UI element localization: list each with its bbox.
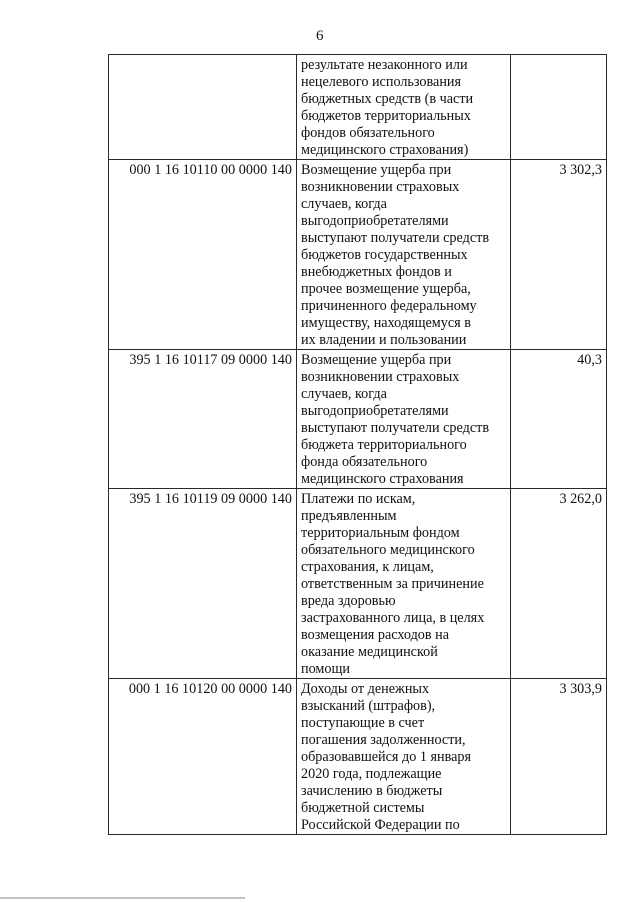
description-line: вреда здоровью [301,593,396,609]
description-line: Возмещение ущерба при [301,162,452,178]
description-line: фондов обязательного [301,125,435,141]
description-line: Возмещение ущерба при [301,352,452,368]
revenue-description [297,350,511,489]
description-line: страхования, к лицам, [301,559,434,575]
table-row [109,55,607,160]
description-line: выгодоприобретателями [301,403,449,419]
revenue-description [297,160,511,350]
description-line: выступают получатели средств [301,230,490,246]
revenue-description [297,55,511,160]
description-line: Платежи по искам, [301,491,416,507]
description-line: бюджетов государственных [301,247,468,263]
description-line: случаев, когда [301,196,387,212]
description-line: возникновении страховых [301,369,460,385]
amount-cell [511,55,607,160]
description-line: Российской Федерации по [301,817,460,833]
description-line: нецелевого использования [301,74,462,90]
description-line: бюджета территориального [301,437,467,453]
description-line: медицинского страхования) [301,142,469,158]
description-line: образовавшейся до 1 января [301,749,472,765]
budget-classification-code: 395 1 16 10117 09 0000 140 [109,350,297,489]
amount-cell: 3 262,0 [511,489,607,679]
description-line: погашения задолженности, [301,732,466,748]
table-row [109,679,607,835]
table-row [109,489,607,679]
description-line: взысканий (штрафов), [301,698,436,714]
table-body [109,55,607,835]
budget-classification-code [109,55,297,160]
description-line: Доходы от денежных [301,681,430,697]
budget-classification-code: 000 1 16 10120 00 0000 140 [109,679,297,835]
revenue-description [297,489,511,679]
description-line: помощи [301,661,351,677]
description-line: причиненного федеральному [301,298,477,314]
description-line: результате незаконного или [301,57,468,73]
description-line: поступающие в счет [301,715,425,731]
revenue-description [297,679,511,835]
description-line: внебюджетных фондов и [301,264,452,280]
scan-edge-mark [0,897,245,899]
description-line: 2020 года, подлежащие [301,766,442,782]
table-row [109,350,607,489]
budget-revenue-table [108,54,607,835]
amount-cell: 3 302,3 [511,160,607,350]
description-line: бюджетов территориальных [301,108,471,124]
description-line: оказание медицинской [301,644,438,660]
description-line: бюджетных средств (в части [301,91,474,107]
description-line: бюджетной системы [301,800,425,816]
budget-classification-code: 395 1 16 10119 09 0000 140 [109,489,297,679]
description-line: возникновении страховых [301,179,460,195]
description-line: обязательного медицинского [301,542,475,558]
description-line: выгодоприобретателями [301,213,449,229]
amount-cell: 3 303,9 [511,679,607,835]
description-line: имуществу, находящемуся в [301,315,471,331]
amount-cell: 40,3 [511,350,607,489]
description-line: прочее возмещение ущерба, [301,281,471,297]
description-line: возмещения расходов на [301,627,450,643]
description-line: зачислению в бюджеты [301,783,443,799]
description-line: предъявленным [301,508,397,524]
description-line: их владении и пользовании [301,332,467,348]
description-line: выступают получатели средств [301,420,490,436]
description-line: территориальным фондом [301,525,460,541]
budget-classification-code: 000 1 16 10110 00 0000 140 [109,160,297,350]
description-line: медицинского страхования [301,471,464,487]
table-row [109,160,607,350]
description-line: застрахованного лица, в целях [301,610,485,626]
description-line: фонда обязательного [301,454,428,470]
description-line: случаев, когда [301,386,387,402]
description-line: ответственным за причинение [301,576,484,592]
page-number: 6 [316,28,324,44]
